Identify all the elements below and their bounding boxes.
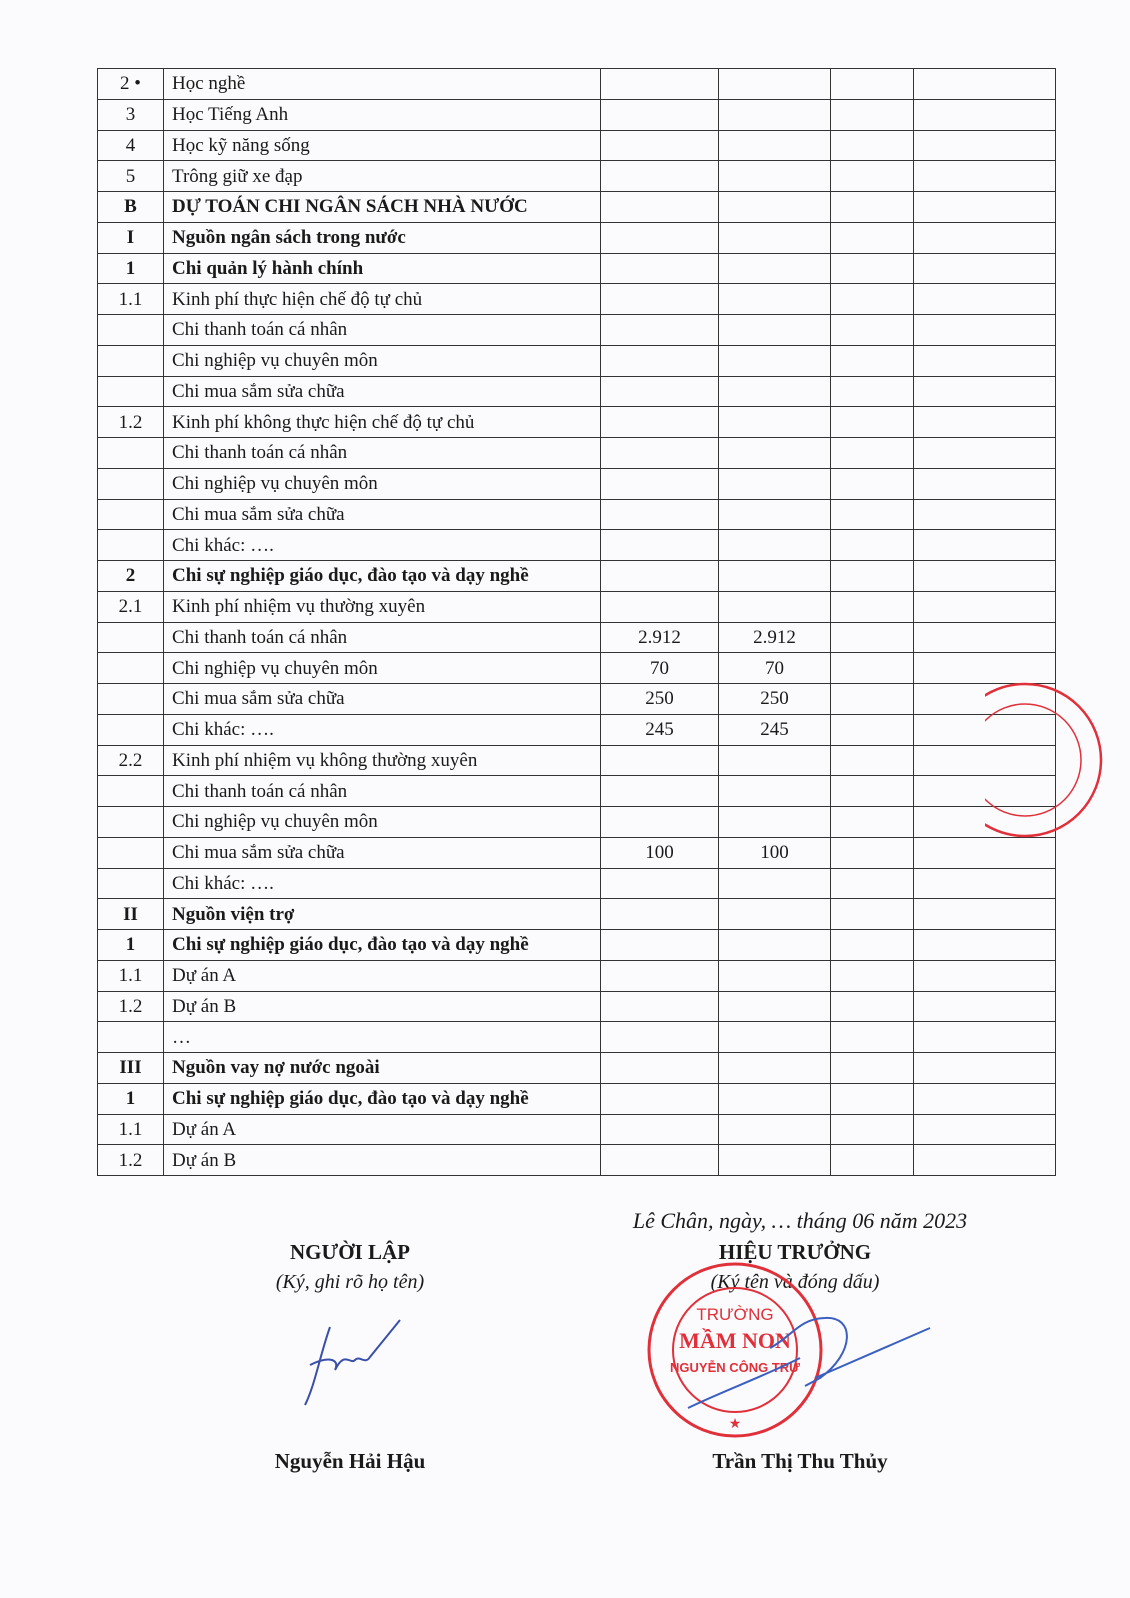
value-estimate bbox=[601, 284, 719, 315]
empty-cell bbox=[831, 960, 914, 991]
row-label: Học kỹ năng sống bbox=[164, 130, 601, 161]
empty-cell bbox=[831, 499, 914, 530]
table-row bbox=[98, 130, 1056, 161]
value-approved bbox=[719, 345, 831, 376]
value-estimate bbox=[601, 376, 719, 407]
row-number: 3 bbox=[98, 99, 164, 130]
value-estimate bbox=[601, 899, 719, 930]
value-estimate bbox=[601, 99, 719, 130]
empty-cell bbox=[831, 376, 914, 407]
row-number bbox=[98, 499, 164, 530]
preparer-signature bbox=[290, 1315, 420, 1415]
value-estimate bbox=[601, 561, 719, 592]
row-number: 2.1 bbox=[98, 591, 164, 622]
table-row bbox=[98, 684, 1056, 715]
row-label: Chi nghiệp vụ chuyên môn bbox=[164, 807, 601, 838]
empty-cell bbox=[914, 1053, 1056, 1084]
value-approved bbox=[719, 438, 831, 469]
empty-cell bbox=[914, 499, 1056, 530]
empty-cell bbox=[831, 899, 914, 930]
row-number: 1 bbox=[98, 1083, 164, 1114]
empty-cell bbox=[831, 930, 914, 961]
row-label: Nguồn viện trợ bbox=[164, 899, 601, 930]
value-approved bbox=[719, 1145, 831, 1176]
value-estimate: 2.912 bbox=[601, 622, 719, 653]
row-number: 2 bbox=[98, 561, 164, 592]
empty-cell bbox=[914, 315, 1056, 346]
row-number bbox=[98, 530, 164, 561]
table-row bbox=[98, 561, 1056, 592]
value-approved bbox=[719, 1083, 831, 1114]
value-estimate bbox=[601, 530, 719, 561]
row-number bbox=[98, 315, 164, 346]
principal-name: Trần Thị Thu Thủy bbox=[712, 1449, 888, 1473]
row-number: 1.2 bbox=[98, 1145, 164, 1176]
table-row bbox=[98, 776, 1056, 807]
row-number bbox=[98, 714, 164, 745]
value-estimate bbox=[601, 807, 719, 838]
empty-cell bbox=[914, 222, 1056, 253]
value-approved: 2.912 bbox=[719, 622, 831, 653]
table-row bbox=[98, 530, 1056, 561]
empty-cell bbox=[914, 991, 1056, 1022]
table-row bbox=[98, 868, 1056, 899]
empty-cell bbox=[914, 653, 1056, 684]
row-label: Chi sự nghiệp giáo dục, đào tạo và dạy nghề bbox=[164, 930, 601, 961]
value-approved bbox=[719, 376, 831, 407]
value-approved bbox=[719, 930, 831, 961]
row-label: Kinh phí thực hiện chế độ tự chủ bbox=[164, 284, 601, 315]
value-estimate bbox=[601, 222, 719, 253]
table-row bbox=[98, 253, 1056, 284]
preparer-title: NGƯỜI LẬP bbox=[290, 1240, 410, 1264]
row-number bbox=[98, 438, 164, 469]
empty-cell bbox=[831, 561, 914, 592]
row-label: Chi mua sắm sửa chữa bbox=[164, 376, 601, 407]
table-row bbox=[98, 960, 1056, 991]
empty-cell bbox=[914, 1022, 1056, 1053]
empty-cell bbox=[914, 930, 1056, 961]
empty-cell bbox=[831, 591, 914, 622]
row-number bbox=[98, 1022, 164, 1053]
row-label: Nguồn vay nợ nước ngoài bbox=[164, 1053, 601, 1084]
value-approved bbox=[719, 530, 831, 561]
empty-cell bbox=[914, 868, 1056, 899]
table-row bbox=[98, 899, 1056, 930]
value-estimate bbox=[601, 1053, 719, 1084]
value-estimate bbox=[601, 930, 719, 961]
stamp-line-2: MẦM NON bbox=[679, 1328, 791, 1353]
stamp-line-1: TRƯỜNG bbox=[696, 1305, 774, 1324]
table-row bbox=[98, 468, 1056, 499]
row-label: Chi thanh toán cá nhân bbox=[164, 776, 601, 807]
table-row bbox=[98, 1022, 1056, 1053]
value-estimate bbox=[601, 1145, 719, 1176]
table-row bbox=[98, 69, 1056, 100]
empty-cell bbox=[914, 530, 1056, 561]
empty-cell bbox=[831, 807, 914, 838]
row-label: Chi khác: …. bbox=[164, 530, 601, 561]
row-number: III bbox=[98, 1053, 164, 1084]
row-label: Chi nghiệp vụ chuyên môn bbox=[164, 468, 601, 499]
row-label: Kinh phí không thực hiện chế độ tự chủ bbox=[164, 407, 601, 438]
row-label: Chi thanh toán cá nhân bbox=[164, 315, 601, 346]
table-row bbox=[98, 438, 1056, 469]
value-approved bbox=[719, 161, 831, 192]
value-estimate bbox=[601, 253, 719, 284]
stamp-line-3: NGUYỄN CÔNG TRỨ bbox=[670, 1360, 800, 1375]
empty-cell bbox=[914, 284, 1056, 315]
value-approved bbox=[719, 99, 831, 130]
empty-cell bbox=[831, 284, 914, 315]
table-row bbox=[98, 807, 1056, 838]
table-row bbox=[98, 1053, 1056, 1084]
value-approved bbox=[719, 130, 831, 161]
empty-cell bbox=[831, 345, 914, 376]
row-number bbox=[98, 776, 164, 807]
value-estimate: 250 bbox=[601, 684, 719, 715]
row-label: Chi khác: …. bbox=[164, 714, 601, 745]
row-number bbox=[98, 376, 164, 407]
row-number: 1 bbox=[98, 930, 164, 961]
table-row bbox=[98, 1145, 1056, 1176]
row-number: B bbox=[98, 192, 164, 223]
row-label: Chi mua sắm sửa chữa bbox=[164, 499, 601, 530]
stamp-star-icon: ★ bbox=[728, 1417, 742, 1432]
table-row bbox=[98, 1114, 1056, 1145]
value-approved bbox=[719, 499, 831, 530]
empty-cell bbox=[831, 622, 914, 653]
table-row bbox=[98, 376, 1056, 407]
row-label: Chi sự nghiệp giáo dục, đào tạo và dạy nghề bbox=[164, 561, 601, 592]
row-number: 2.2 bbox=[98, 745, 164, 776]
row-number bbox=[98, 684, 164, 715]
school-stamp bbox=[640, 1258, 940, 1448]
empty-cell bbox=[831, 1114, 914, 1145]
row-label: Học nghề bbox=[164, 69, 601, 100]
table-row bbox=[98, 222, 1056, 253]
value-estimate bbox=[601, 407, 719, 438]
table-row bbox=[98, 745, 1056, 776]
value-estimate bbox=[601, 991, 719, 1022]
row-number: 1 bbox=[98, 253, 164, 284]
empty-cell bbox=[831, 99, 914, 130]
empty-cell bbox=[914, 899, 1056, 930]
row-number: 1.1 bbox=[98, 1114, 164, 1145]
row-label: Nguồn ngân sách trong nước bbox=[164, 222, 601, 253]
value-approved bbox=[719, 1053, 831, 1084]
table-row bbox=[98, 591, 1056, 622]
empty-cell bbox=[914, 468, 1056, 499]
row-label: DỰ TOÁN CHI NGÂN SÁCH NHÀ NƯỚC bbox=[164, 192, 601, 223]
row-number: 1.2 bbox=[98, 407, 164, 438]
value-estimate bbox=[601, 745, 719, 776]
empty-cell bbox=[914, 376, 1056, 407]
empty-cell bbox=[914, 837, 1056, 868]
row-number: 2 • bbox=[98, 69, 164, 100]
value-approved bbox=[719, 776, 831, 807]
empty-cell bbox=[914, 130, 1056, 161]
row-label: Học Tiếng Anh bbox=[164, 99, 601, 130]
row-label: Dự án A bbox=[164, 1114, 601, 1145]
value-approved bbox=[719, 468, 831, 499]
row-label: Chi quản lý hành chính bbox=[164, 253, 601, 284]
empty-cell bbox=[831, 222, 914, 253]
value-approved: 70 bbox=[719, 653, 831, 684]
row-number bbox=[98, 837, 164, 868]
empty-cell bbox=[914, 345, 1056, 376]
value-estimate bbox=[601, 345, 719, 376]
value-approved bbox=[719, 315, 831, 346]
empty-cell bbox=[831, 991, 914, 1022]
empty-cell bbox=[831, 438, 914, 469]
row-label: Chi khác: …. bbox=[164, 868, 601, 899]
preparer-name: Nguyễn Hải Hậu bbox=[274, 1449, 426, 1473]
empty-cell bbox=[914, 99, 1056, 130]
value-approved bbox=[719, 284, 831, 315]
empty-cell bbox=[914, 253, 1056, 284]
table-row bbox=[98, 714, 1056, 745]
empty-cell bbox=[914, 960, 1056, 991]
principal-note: (Ký tên và đóng dấu) bbox=[710, 1271, 880, 1293]
value-approved bbox=[719, 807, 831, 838]
value-approved bbox=[719, 253, 831, 284]
value-estimate bbox=[601, 1114, 719, 1145]
empty-cell bbox=[831, 1145, 914, 1176]
value-approved bbox=[719, 868, 831, 899]
value-approved bbox=[719, 69, 831, 100]
value-estimate bbox=[601, 776, 719, 807]
table-row bbox=[98, 499, 1056, 530]
row-number bbox=[98, 622, 164, 653]
table-row bbox=[98, 1083, 1056, 1114]
value-estimate bbox=[601, 468, 719, 499]
table-row bbox=[98, 653, 1056, 684]
empty-cell bbox=[831, 837, 914, 868]
empty-cell bbox=[831, 161, 914, 192]
value-approved bbox=[719, 1022, 831, 1053]
value-estimate bbox=[601, 499, 719, 530]
row-label: Dự án B bbox=[164, 1145, 601, 1176]
empty-cell bbox=[831, 192, 914, 223]
table-row bbox=[98, 315, 1056, 346]
value-approved bbox=[719, 192, 831, 223]
value-estimate bbox=[601, 1022, 719, 1053]
empty-cell bbox=[831, 253, 914, 284]
row-label: Chi thanh toán cá nhân bbox=[164, 438, 601, 469]
empty-cell bbox=[831, 530, 914, 561]
value-estimate bbox=[601, 868, 719, 899]
empty-cell bbox=[831, 1083, 914, 1114]
empty-cell bbox=[831, 653, 914, 684]
table-row bbox=[98, 345, 1056, 376]
empty-cell bbox=[831, 468, 914, 499]
value-approved: 100 bbox=[719, 837, 831, 868]
row-label: Chi mua sắm sửa chữa bbox=[164, 837, 601, 868]
empty-cell bbox=[914, 438, 1056, 469]
row-label: … bbox=[164, 1022, 601, 1053]
value-estimate: 245 bbox=[601, 714, 719, 745]
row-number bbox=[98, 345, 164, 376]
empty-cell bbox=[914, 1083, 1056, 1114]
empty-cell bbox=[831, 868, 914, 899]
preparer-note: (Ký, ghi rõ họ tên) bbox=[275, 1271, 425, 1293]
empty-cell bbox=[914, 161, 1056, 192]
table-row bbox=[98, 192, 1056, 223]
value-approved bbox=[719, 222, 831, 253]
empty-cell bbox=[914, 407, 1056, 438]
row-number: I bbox=[98, 222, 164, 253]
table-row bbox=[98, 99, 1056, 130]
table-row bbox=[98, 837, 1056, 868]
value-estimate bbox=[601, 315, 719, 346]
row-number: 4 bbox=[98, 130, 164, 161]
empty-cell bbox=[914, 192, 1056, 223]
empty-cell bbox=[914, 561, 1056, 592]
empty-cell bbox=[831, 745, 914, 776]
empty-cell bbox=[831, 1053, 914, 1084]
empty-cell bbox=[831, 714, 914, 745]
table-row bbox=[98, 161, 1056, 192]
table-row bbox=[98, 991, 1056, 1022]
row-number: 1.1 bbox=[98, 284, 164, 315]
value-estimate: 70 bbox=[601, 653, 719, 684]
row-number: II bbox=[98, 899, 164, 930]
row-number bbox=[98, 468, 164, 499]
table-row bbox=[98, 407, 1056, 438]
value-estimate bbox=[601, 69, 719, 100]
value-approved bbox=[719, 1114, 831, 1145]
row-label: Chi thanh toán cá nhân bbox=[164, 622, 601, 653]
side-stamp bbox=[985, 680, 1130, 840]
row-number bbox=[98, 807, 164, 838]
empty-cell bbox=[914, 69, 1056, 100]
row-label: Chi nghiệp vụ chuyên môn bbox=[164, 653, 601, 684]
table-row bbox=[98, 930, 1056, 961]
budget-table bbox=[97, 68, 1056, 1176]
empty-cell bbox=[831, 407, 914, 438]
row-label: Kinh phí nhiệm vụ thường xuyên bbox=[164, 591, 601, 622]
value-estimate bbox=[601, 438, 719, 469]
row-number: 1.1 bbox=[98, 960, 164, 991]
row-label: Dự án A bbox=[164, 960, 601, 991]
row-label: Trông giữ xe đạp bbox=[164, 161, 601, 192]
value-estimate bbox=[601, 192, 719, 223]
table-row bbox=[98, 284, 1056, 315]
empty-cell bbox=[914, 622, 1056, 653]
value-approved bbox=[719, 899, 831, 930]
value-estimate bbox=[601, 960, 719, 991]
value-approved: 250 bbox=[719, 684, 831, 715]
value-estimate bbox=[601, 130, 719, 161]
value-approved bbox=[719, 960, 831, 991]
row-label: Kinh phí nhiệm vụ không thường xuyên bbox=[164, 745, 601, 776]
row-number: 5 bbox=[98, 161, 164, 192]
empty-cell bbox=[831, 684, 914, 715]
empty-cell bbox=[831, 776, 914, 807]
value-estimate bbox=[601, 591, 719, 622]
value-approved bbox=[719, 745, 831, 776]
row-label: Chi nghiệp vụ chuyên môn bbox=[164, 345, 601, 376]
value-approved bbox=[719, 561, 831, 592]
empty-cell bbox=[831, 69, 914, 100]
value-estimate: 100 bbox=[601, 837, 719, 868]
empty-cell bbox=[914, 1145, 1056, 1176]
value-estimate bbox=[601, 161, 719, 192]
value-estimate bbox=[601, 1083, 719, 1114]
empty-cell bbox=[914, 1114, 1056, 1145]
value-approved bbox=[719, 407, 831, 438]
row-number bbox=[98, 653, 164, 684]
row-number: 1.2 bbox=[98, 991, 164, 1022]
value-approved bbox=[719, 991, 831, 1022]
empty-cell bbox=[914, 591, 1056, 622]
table-row bbox=[98, 622, 1056, 653]
row-label: Chi mua sắm sửa chữa bbox=[164, 684, 601, 715]
principal-title: HIỆU TRƯỞNG bbox=[718, 1240, 872, 1264]
empty-cell bbox=[831, 315, 914, 346]
row-label: Chi sự nghiệp giáo dục, đào tạo và dạy nghề bbox=[164, 1083, 601, 1114]
row-label: Dự án B bbox=[164, 991, 601, 1022]
empty-cell bbox=[831, 130, 914, 161]
empty-cell bbox=[831, 1022, 914, 1053]
value-approved bbox=[719, 591, 831, 622]
place-date: Lê Chân, ngày, … tháng 06 năm 2023 bbox=[632, 1208, 968, 1233]
row-number bbox=[98, 868, 164, 899]
value-approved: 245 bbox=[719, 714, 831, 745]
